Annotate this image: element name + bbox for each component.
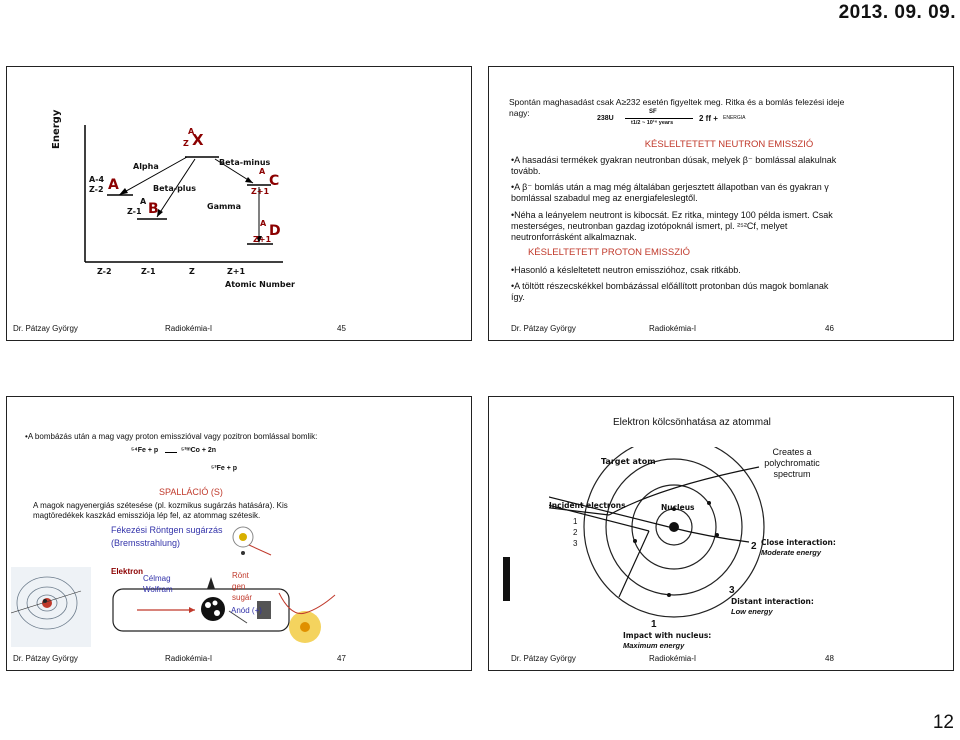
footer-page: 46: [825, 324, 834, 333]
wolfram-label: Wolfram: [143, 585, 173, 594]
footer-course: Radiokémia-I: [649, 324, 697, 333]
node-a-mass: A-4: [89, 175, 105, 184]
eq2: ⁵³Fe + p: [211, 465, 238, 472]
anod-label: Anód (+): [231, 606, 262, 615]
node-d-mass: A: [260, 219, 267, 228]
node-a-charge: Z-2: [89, 185, 104, 194]
beta-plus-label: Beta-plus: [153, 184, 196, 193]
bullet-4: •Hasonló a késleltetett neutron emisszióhoz, csak ritkább.: [511, 265, 741, 275]
bremsstrahlung-title: Fékezési Röntgen sugárzás: [111, 525, 223, 535]
page-number: 12: [932, 712, 954, 733]
celmag-label: Célmag: [143, 574, 171, 583]
node-x-mass: A: [188, 127, 195, 136]
atomic-number-label: Atomic Number: [225, 280, 295, 289]
x-ray-target-sketch: [229, 523, 279, 563]
impact-number: 1: [651, 619, 657, 630]
close-interaction-number: 2: [751, 541, 757, 552]
node-x-letter: X: [192, 131, 204, 149]
eq1-left: ⁵⁴Fe + p: [131, 447, 159, 454]
slide48-title: Elektron kölcsönhatása az atommal: [613, 417, 771, 428]
footer-page: 48: [825, 654, 834, 663]
node-c-letter: C: [269, 173, 280, 189]
footer-author: Dr. Pátzay György: [511, 654, 576, 663]
reaction-equation: [131, 447, 331, 477]
tick-z-minus-2: Z-2: [97, 267, 112, 276]
close-interaction-title: Close interaction:: [761, 538, 836, 547]
path-number-2: 2: [573, 528, 578, 537]
atom-illustration: [11, 567, 91, 647]
node-b-charge: Z-1: [127, 207, 142, 216]
rontgen-label-1: Rönt: [232, 571, 249, 580]
rontgen-label-3: sugár: [232, 593, 253, 602]
elektron-label: Elektron: [111, 567, 144, 576]
distant-interaction-title: Distant interaction:: [731, 597, 814, 606]
node-c-mass: A: [259, 167, 266, 176]
close-interaction-sub: Moderate energy: [761, 548, 822, 557]
footer-author: Dr. Pátzay György: [13, 654, 78, 663]
heading-delayed-proton: KÉSLELTETETT PROTON EMISSZIÓ: [527, 247, 691, 258]
bullet-2-text: A β⁻ bomlás után a mag még általában gerjesztett állapotban van és gyakran γ bomlással szabadul meg az energiafeleslegtől.: [511, 182, 829, 203]
alpha-label: Alpha: [133, 162, 159, 171]
incident-electrons-label: Incident electrons: [549, 501, 626, 510]
bremsstrahlung-subtitle: (Bremsstrahlung): [111, 538, 181, 548]
node-a-letter: A: [108, 177, 119, 193]
node-d-letter: D: [269, 223, 281, 239]
eq-arrow-1: [165, 452, 177, 453]
spallation-text: A magok nagyenergiás szétesése (pl. kozmikus sugárzás hatására). Kis magtöredékek kaszkád emissziója lép fel, az atommag szétesik.: [33, 501, 288, 520]
bullet-bombardment: •A bombázás után a mag vagy proton emisszióval vagy pozitron bomlással bomlik:: [25, 432, 318, 441]
eq1-right: ⁵³ᵐCo + 2n: [181, 447, 217, 454]
energy-axis-label: Energy: [51, 109, 62, 149]
footer-author: Dr. Pátzay György: [511, 324, 576, 333]
target-atom-label: Target atom: [601, 457, 656, 466]
bremsstrahlung-sketch: [275, 587, 339, 651]
node-b-letter: B: [148, 201, 159, 217]
footer-page: 47: [337, 654, 346, 663]
node-d-charge: Z+1: [253, 235, 272, 244]
eq-halflife: t1/2 ~ 10¹⁶ years: [631, 120, 674, 126]
slide-46: [488, 66, 954, 341]
tick-z-minus-1: Z-1: [141, 267, 156, 276]
fission-arrow: [625, 118, 693, 119]
impact-title: Impact with nucleus:: [623, 631, 712, 640]
eq-u238: 238U: [597, 115, 614, 122]
bullet-bombardment-text: A bombázás után a mag vagy proton emisszióval vagy pozitron bomlással bomlik:: [27, 432, 318, 441]
rontgen-label-2: gen: [232, 582, 246, 591]
distant-interaction-sub: Low energy: [731, 607, 773, 616]
footer-course: Radiokémia-I: [649, 654, 697, 663]
bullet-2: •A β⁻ bomlás után a mag még általában gerjesztett állapotban van és gyakran γ bomlással szabadul meg az energiafeleslegtől.: [511, 182, 829, 203]
node-b-mass: A: [140, 197, 147, 206]
eq-energia: ENERGIA: [723, 115, 746, 121]
eq-ff: 2 ff +: [699, 114, 718, 123]
tick-z-plus-1: Z+1: [227, 267, 246, 276]
impact-sub: Maximum energy: [623, 641, 685, 650]
footer-author: Dr. Pátzay György: [13, 324, 78, 333]
polychromatic-label: Creates a polychromatic spectrum: [764, 447, 820, 479]
bullet-1: •A hasadási termékek gyakran neutronban dúsak, melyek β⁻ bomlással alakulnak tovább.: [511, 155, 837, 176]
beta-minus-label: Beta-minus: [219, 158, 271, 167]
tick-z: Z: [189, 267, 195, 276]
slide-48: [488, 396, 954, 671]
gamma-label: Gamma: [207, 202, 242, 211]
path-number-1: 1: [573, 517, 578, 526]
bullet-1-text: A hasadási termékek gyakran neutronban dúsak, melyek β⁻ bomlással alakulnak tovább.: [511, 155, 837, 176]
bullet-3-text: Néha a leányelem neutront is kibocsát. Ez ritka, mintegy 100 példa ismert. Csak mesterséges, neutronban gazdag izotópoknál ismert, pl. ²⁵²Cf, melyet neutronforrásként alkalmaznak.: [511, 210, 833, 242]
distant-interaction-number: 3: [729, 585, 735, 596]
slide-45: [6, 66, 472, 341]
header-date: 2013. 09. 09.: [838, 2, 956, 23]
heading-delayed-neutron: KÉSLELTETETT NEUTRON EMISSZIÓ: [644, 139, 814, 150]
left-black-bar: [503, 557, 510, 601]
footer-course: Radiokémia-I: [165, 654, 213, 663]
node-c-charge: Z+1: [251, 187, 270, 196]
bullet-4-text: Hasonló a késleltetett neutron emisszióhoz, csak ritkább.: [514, 265, 741, 275]
intro-text: Spontán maghasadást csak A≥232 esetén figyeltek meg. Ritka és a bomlás felezési ideje nagy:: [509, 97, 845, 118]
path-number-3: 3: [573, 539, 578, 548]
bullet-5: •A töltött részecskékkel bombázással előállított protonban dús magok bomlanak így.: [511, 281, 829, 302]
fission-equation: [597, 109, 817, 129]
spallation-heading: SPALLÁCIÓ (S): [159, 487, 223, 497]
footer-course: Radiokémia-I: [165, 324, 213, 333]
eq-sf: SF: [649, 109, 657, 115]
slide-47: [6, 396, 472, 671]
nucleus-label: Nucleus: [661, 503, 695, 512]
bullet-3: •Néha a leányelem neutront is kibocsát. Ez ritka, mintegy 100 példa ismert. Csak mesterséges, neutronban gazdag izotópoknál ismert, pl. ²⁵²Cf, melyet neutronforrásként alkalmaznak.: [511, 210, 833, 242]
bullet-5-text: A töltött részecskékkel bombázással előállított protonban dús magok bomlanak így.: [511, 281, 829, 302]
node-x-charge: Z: [183, 139, 189, 148]
footer-page: 45: [337, 324, 346, 333]
